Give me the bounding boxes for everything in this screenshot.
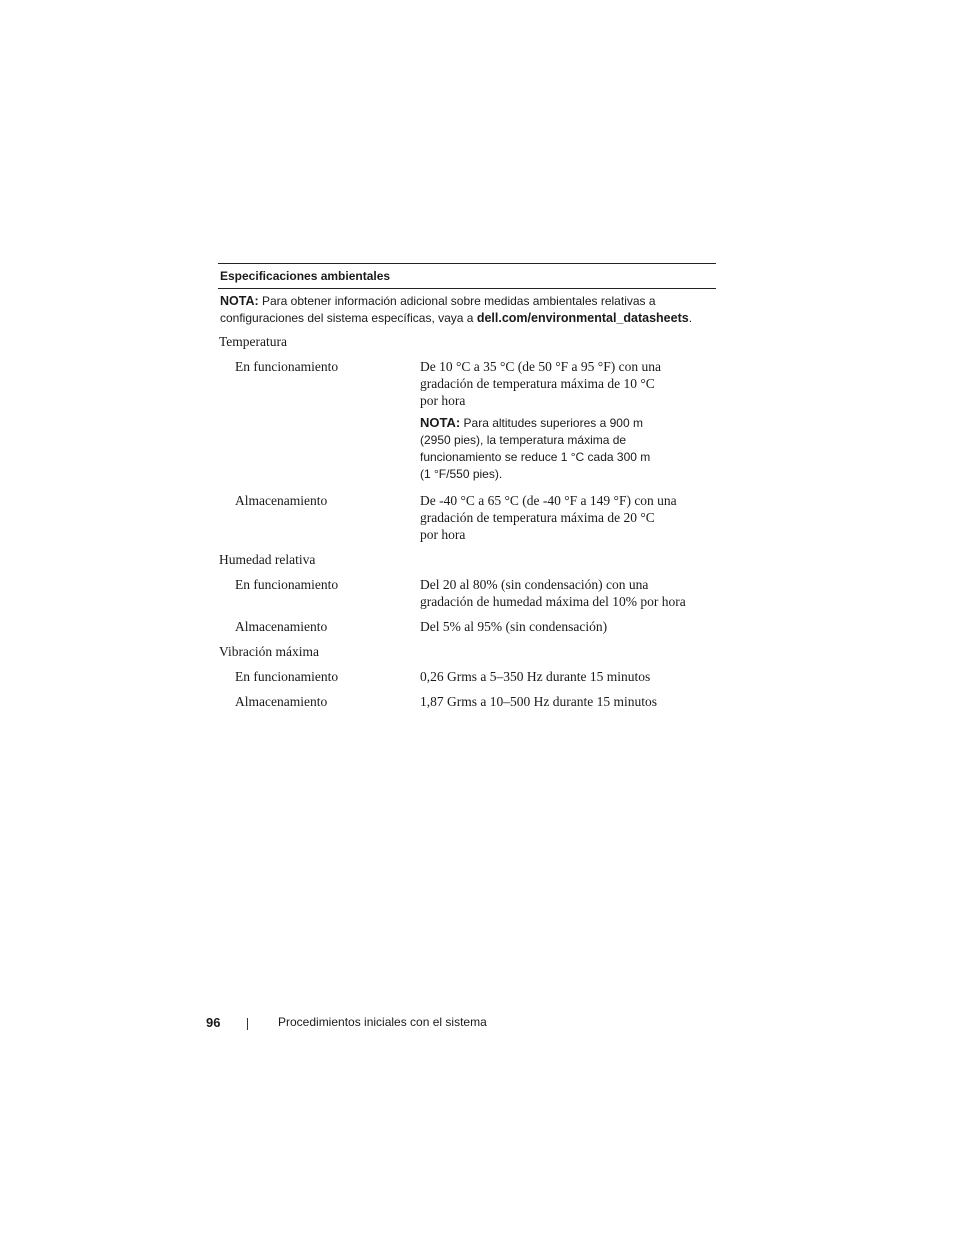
- section-vibracion: Vibración máxima: [219, 644, 320, 659]
- altitude-note-line-3: funcionamiento se reduce 1 °C cada 300 m: [420, 450, 651, 464]
- table-heading: Especificaciones ambientales: [220, 269, 391, 283]
- section-humedad: Humedad relativa: [219, 552, 316, 567]
- humidity-operating-label: En funcionamiento: [235, 577, 339, 592]
- temp-storage-value: [420, 492, 716, 543]
- note-label: NOTA:: [220, 294, 259, 308]
- temp-storage-label: Almacenamiento: [235, 493, 328, 508]
- humidity-operating-line-2: gradación de humedad máxima del 10% por hora: [420, 594, 686, 609]
- temp-operating-line-1: De 10 °C a 35 °C (de 50 °F a 95 °F) con una: [420, 359, 661, 374]
- altitude-note-line-1: Para altitudes superiores a 900 m: [460, 416, 643, 430]
- altitude-note-label: NOTA:: [420, 415, 461, 430]
- vibration-storage-value: 1,87 Grms a 10–500 Hz durante 15 minutos: [420, 694, 657, 709]
- vibration-operating-label: En funcionamiento: [235, 669, 339, 684]
- environmental-specs-table: [218, 263, 716, 327]
- temp-altitude-note: [420, 414, 710, 483]
- humidity-operating-value: [420, 576, 716, 610]
- temp-operating-line-3: por hora: [420, 393, 466, 408]
- temp-operating-label: En funcionamiento: [235, 359, 339, 374]
- temp-operating-value: [420, 358, 716, 409]
- datasheets-link[interactable]: dell.com/environmental_datasheets: [476, 311, 689, 325]
- humidity-operating-line-1: Del 20 al 80% (sin condensación) con una: [420, 577, 649, 592]
- note-end: .: [688, 311, 693, 325]
- footer-title: Procedimientos iniciales con el sistema: [278, 1015, 487, 1029]
- temp-storage-line-1: De -40 °C a 65 °C (de -40 °F a 149 °F) con una: [420, 493, 677, 508]
- altitude-note-line-4: (1 °F/550 pies).: [420, 467, 503, 481]
- vibration-storage-label: Almacenamiento: [235, 694, 328, 709]
- vibration-operating-value: 0,26 Grms a 5–350 Hz durante 15 minutos: [420, 669, 651, 684]
- temp-storage-line-3: por hora: [420, 527, 466, 542]
- humidity-storage-value: Del 5% al 95% (sin condensación): [420, 619, 608, 634]
- temp-operating-line-2: gradación de temperatura máxima de 10 °C: [420, 376, 655, 391]
- footer-separator: [247, 1018, 248, 1030]
- page-number: 96: [206, 1015, 221, 1030]
- temp-storage-line-2: gradación de temperatura máxima de 20 °C: [420, 510, 655, 525]
- section-temperatura: Temperatura: [219, 334, 288, 349]
- altitude-note-line-2: (2950 pies), la temperatura máxima de: [420, 433, 627, 447]
- humidity-storage-label: Almacenamiento: [235, 619, 328, 634]
- note-text: Para obtener información adicional sobre medidas ambientales relativas a configuraciones del sistema específicas, vaya a: [220, 294, 656, 325]
- table-note: [218, 289, 716, 327]
